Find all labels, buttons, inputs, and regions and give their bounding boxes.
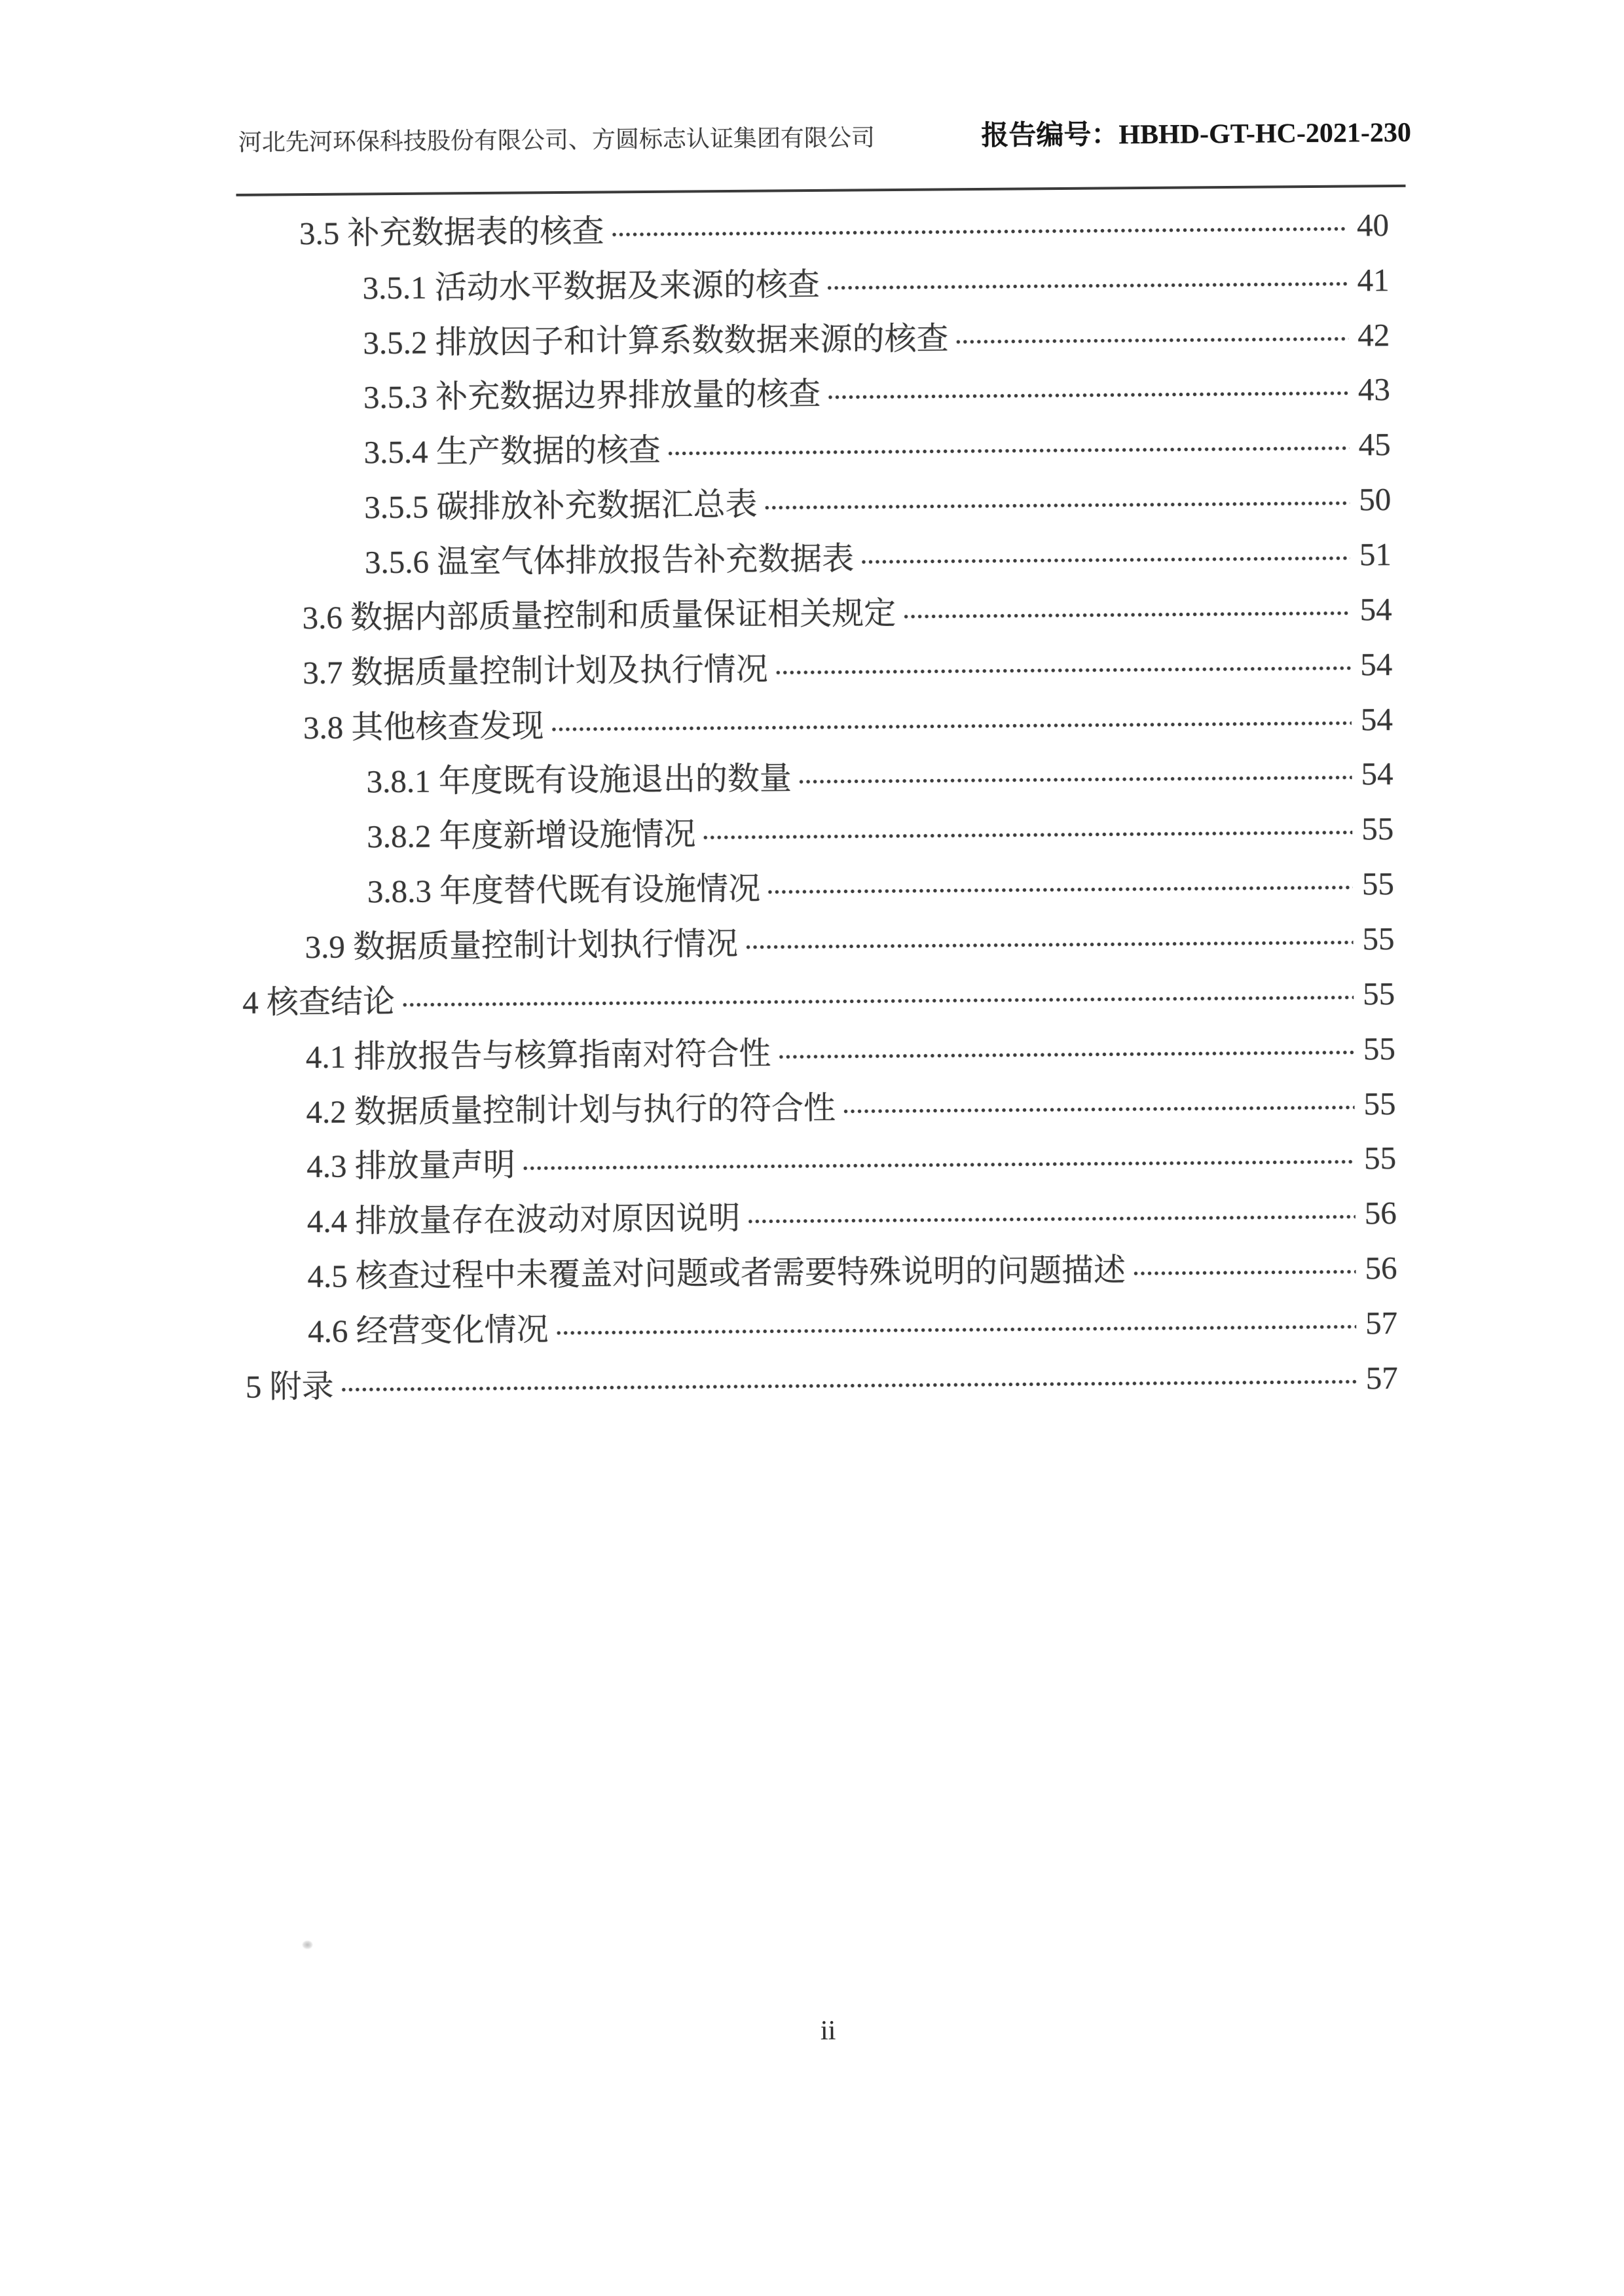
- toc-entry-label: 3.8.1 年度既有设施退出的数量: [366, 760, 792, 800]
- toc-entry-label: 3.9 数据质量控制计划执行情况: [304, 925, 739, 966]
- dot-leader: [669, 446, 1350, 456]
- toc-entry-page: 55: [1362, 920, 1395, 957]
- page-number: ii: [820, 2015, 836, 2046]
- toc-entry-page: 55: [1361, 811, 1394, 847]
- toc-entry: [365, 526, 1392, 589]
- toc-entry-label: 3.5.3 补充数据边界排放量的核查: [363, 376, 821, 416]
- dot-leader: [557, 1325, 1356, 1336]
- toc-entry: [303, 691, 1393, 754]
- toc-entry-page: 54: [1361, 756, 1393, 792]
- toc-entry: [366, 746, 1393, 809]
- toc-entry-page: 43: [1357, 371, 1391, 408]
- dot-leader: [523, 1160, 1355, 1171]
- toc-entry-label: 3.5.5 碳排放补充数据汇总表: [364, 486, 758, 526]
- toc-entry-label: 3.8.2 年度新增设施情况: [367, 816, 696, 855]
- page-header: [238, 111, 1411, 159]
- dot-leader: [704, 831, 1353, 840]
- toc-entry: [307, 1184, 1397, 1248]
- toc-entry-label: 3.5 补充数据表的核查: [299, 213, 604, 251]
- toc-entry-label: 5 附录: [245, 1368, 334, 1405]
- dot-leader: [862, 556, 1350, 564]
- header-divider: [236, 185, 1406, 196]
- dot-leader: [843, 1105, 1355, 1113]
- toc-entry-label: 4.3 排放量声明: [306, 1147, 515, 1185]
- toc-entry: [303, 636, 1393, 699]
- dot-leader: [748, 1215, 1356, 1224]
- toc-entry-label: 3.8 其他核查发现: [303, 707, 544, 746]
- dot-leader: [776, 666, 1352, 674]
- toc-entry-label: 4.2 数据质量控制计划与执行的符合性: [306, 1089, 836, 1130]
- toc-entry: [299, 196, 1390, 260]
- toc-entry: [363, 306, 1390, 369]
- dot-leader: [342, 1379, 1357, 1391]
- toc-entry: [367, 855, 1395, 918]
- toc-entry-page: 55: [1363, 1030, 1396, 1067]
- toc-entry-label: 3.5.2 排放因子和计算系数数据来源的核查: [363, 319, 949, 361]
- toc-entry-label: 3.6 数据内部质量控制和质量保证相关规定: [302, 594, 896, 636]
- toc-entry-page: 57: [1365, 1359, 1398, 1396]
- toc-entry-page: 55: [1362, 975, 1395, 1012]
- toc-entry-page: 41: [1357, 261, 1390, 299]
- toc-entry-label: 4.5 核查过程中未覆盖对问题或者需要特殊说明的问题描述: [307, 1252, 1126, 1295]
- toc-entry: [304, 910, 1395, 974]
- table-of-contents: [236, 196, 1398, 1413]
- toc-entry-page: 40: [1356, 206, 1390, 244]
- toc-entry-page: 54: [1360, 701, 1393, 737]
- dot-leader: [1134, 1270, 1356, 1276]
- dot-leader: [779, 1050, 1354, 1059]
- dot-leader: [904, 611, 1351, 618]
- scan-artifact: [302, 1941, 312, 1949]
- toc-entry: [245, 1349, 1398, 1413]
- toc-entry-label: 4.1 排放报告与核算指南对符合性: [305, 1035, 771, 1075]
- toc-entry-page: 42: [1357, 316, 1390, 353]
- dot-leader: [957, 337, 1349, 344]
- toc-entry-page: 51: [1359, 536, 1392, 573]
- toc-entry: [306, 1075, 1396, 1139]
- report-number-label: 报告编号：: [981, 120, 1119, 151]
- dot-leader: [828, 392, 1349, 399]
- toc-entry: [364, 471, 1392, 534]
- toc-entry-page: 57: [1365, 1305, 1398, 1341]
- toc-entry-page: 55: [1363, 1085, 1396, 1121]
- toc-entry-label: 3.7 数据质量控制计划及执行情况: [303, 651, 768, 691]
- header-company-names: 河北先河环保科技股份有限公司、方圆标志认证集团有限公司: [238, 124, 876, 156]
- dot-leader: [612, 227, 1348, 236]
- toc-entry: [302, 581, 1392, 644]
- toc-entry-label: 3.5.4 生产数据的核查: [363, 432, 661, 471]
- toc-entry-label: 3.5.1 活动水平数据及来源的核查: [362, 266, 821, 306]
- toc-entry-page: 54: [1359, 591, 1392, 628]
- toc-entry-page: 54: [1360, 646, 1393, 683]
- toc-entry: [306, 1130, 1397, 1194]
- toc-entry-page: 45: [1358, 426, 1391, 463]
- toc-entry: [306, 1020, 1396, 1084]
- toc-entry: [367, 800, 1394, 863]
- toc-entry-label: 3.8.3 年度替代既有设施情况: [367, 870, 761, 910]
- toc-entry-label: 4.4 排放量存在波动对原因说明: [306, 1200, 741, 1240]
- page-footer: [7, 2009, 1624, 2052]
- toc-entry-label: 3.5.6 温室气体排放报告补充数据表: [364, 540, 855, 581]
- toc-entry: [307, 1239, 1397, 1303]
- dot-leader: [551, 721, 1351, 731]
- toc-entry-page: 56: [1365, 1250, 1397, 1286]
- header-report-number: [981, 111, 1411, 153]
- dot-leader: [768, 886, 1353, 894]
- toc-entry-page: 55: [1361, 866, 1395, 902]
- toc-entry: [363, 416, 1391, 479]
- dot-leader: [800, 776, 1352, 784]
- toc-entry-page: 55: [1363, 1140, 1397, 1176]
- toc-entry-page: 50: [1359, 481, 1392, 518]
- toc-entry-label: 4.6 经营变化情况: [307, 1311, 549, 1350]
- dot-leader: [828, 282, 1348, 289]
- toc-entry: [362, 251, 1390, 314]
- toc-entry-label: 4 核查结论: [242, 983, 396, 1021]
- report-number-value: HBHD-GT-HC-2021-230: [1118, 117, 1412, 151]
- toc-entry: [308, 1294, 1398, 1358]
- toc-entry: [242, 965, 1395, 1029]
- dot-leader: [766, 501, 1350, 510]
- dot-leader: [746, 941, 1354, 949]
- toc-entry: [363, 361, 1391, 424]
- dot-leader: [403, 995, 1354, 1006]
- toc-entry-page: 56: [1364, 1195, 1397, 1231]
